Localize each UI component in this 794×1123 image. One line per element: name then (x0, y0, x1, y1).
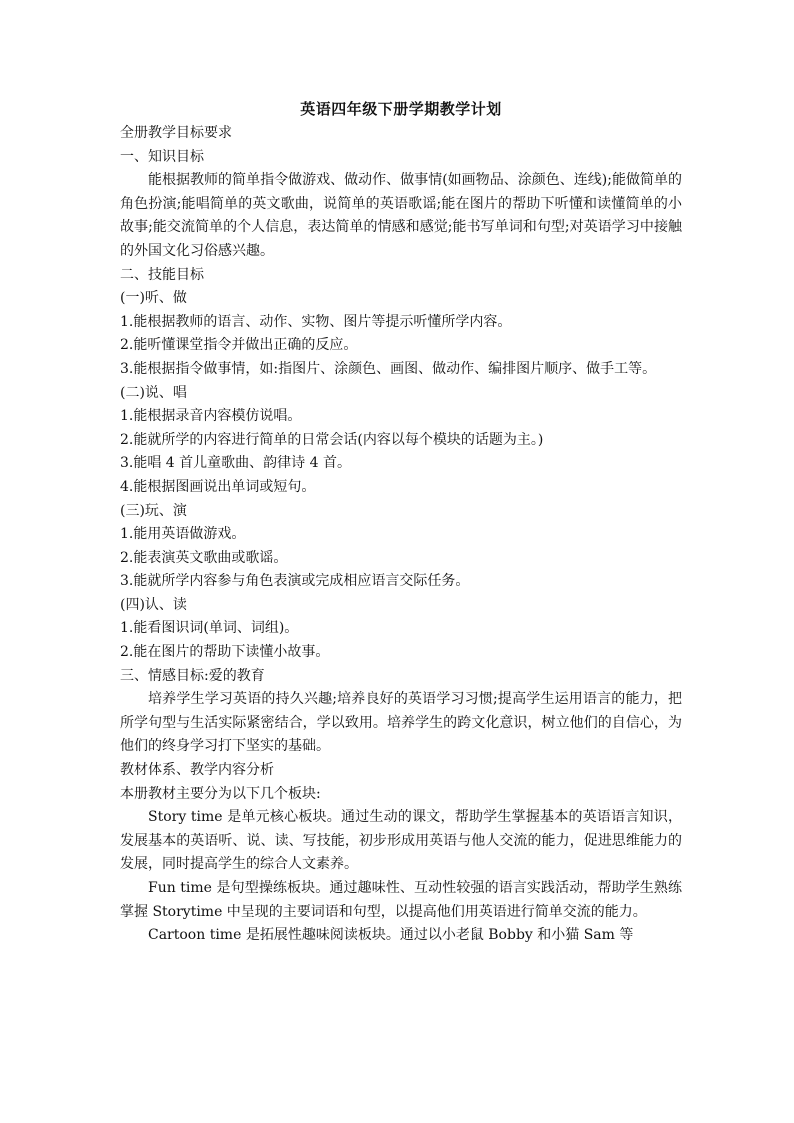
paragraph: Story time 是单元核心板块。通过生动的课文，帮助学生掌握基本的英语语言知识，发展基本的英语听、说、读、写技能，初步形成用英语与他人交流的能力，促进思维能力的发展，同时提高学生的综合人文素养。 (120, 809, 682, 873)
subsection-heading: (三)玩、演 (120, 502, 187, 519)
list-item: 1.能根据教师的语言、动作、实物、图片等提示听懂所学内容。 (120, 313, 512, 330)
section-heading: 二、技能目标 (120, 266, 204, 283)
list-item: 2.能表演英文歌曲或歌谣。 (120, 549, 288, 566)
subsection-heading: (一)听、做 (120, 290, 187, 307)
subsection-heading: (四)认、读 (120, 596, 187, 613)
paragraph: 培养学生学习英语的持久兴趣;培养良好的英语学习习惯;提高学生运用语言的能力，把所学句型与生活实际紧密结合，学以致用。培养学生的跨文化意识，树立他们的自信心，为他们的终身学习打下坚实的基础。 (120, 691, 682, 755)
section-heading: 三、情感目标:爱的教育 (120, 667, 265, 684)
list-item: 3.能唱 4 首儿童歌曲、韵律诗 4 首。 (120, 455, 351, 472)
paragraph: 能根据教师的简单指令做游戏、做动作、做事情(如画物品、涂颜色、连线);能做简单的角色扮演;能唱简单的英文歌曲，说简单的英语歌谣;能在图片的帮助下听懂和读懂简单的小故事;能交流简单的个人信息，表达简单的情感和感觉;能书写单词和句型;对英语学习中接触的外国文化习俗感兴趣。 (120, 172, 682, 259)
list-item: 3.能根据指令做事情，如:指图片、涂颜色、画图、做动作、编排图片顺序、做手工等。 (120, 360, 657, 377)
paragraph: Fun time 是句型操练板块。通过趣味性、互动性较强的语言实践活动，帮助学生熟练掌握 Storytime 中呈现的主要词语和句型，以提高他们用英语进行简单交流的能力。 (120, 880, 682, 920)
section-heading: 教材体系、教学内容分析 (120, 762, 274, 779)
document-body (120, 98, 682, 948)
list-item: 2.能在图片的帮助下读懂小故事。 (120, 644, 330, 661)
list-item: 1.能根据录音内容模仿说唱。 (120, 408, 302, 425)
section-intro: 本册教材主要分为以下几个板块: (120, 785, 321, 802)
subsection-heading: (二)说、唱 (120, 384, 187, 401)
list-item: 1.能看图识词(单词、词组)。 (120, 620, 299, 637)
list-item: 2.能就所学的内容进行简单的日常会话(内容以每个模块的话题为主。) (120, 431, 544, 448)
paragraph: Cartoon time 是拓展性趣味阅读板块。通过以小老鼠 Bobby 和小猫 Sam 等 (148, 927, 634, 944)
list-item: 2.能听懂课堂指令并做出正确的反应。 (120, 337, 358, 354)
document-title: 英语四年级下册学期教学计划 (300, 100, 502, 118)
list-item: 1.能用英语做游戏。 (120, 526, 246, 543)
section-heading: 一、知识目标 (120, 148, 204, 165)
list-item: 4.能根据图画说出单词或短句。 (120, 478, 316, 495)
list-item: 3.能就所学内容参与角色表演或完成相应语言交际任务。 (120, 573, 470, 590)
section-heading: 全册教学目标要求 (120, 125, 232, 141)
